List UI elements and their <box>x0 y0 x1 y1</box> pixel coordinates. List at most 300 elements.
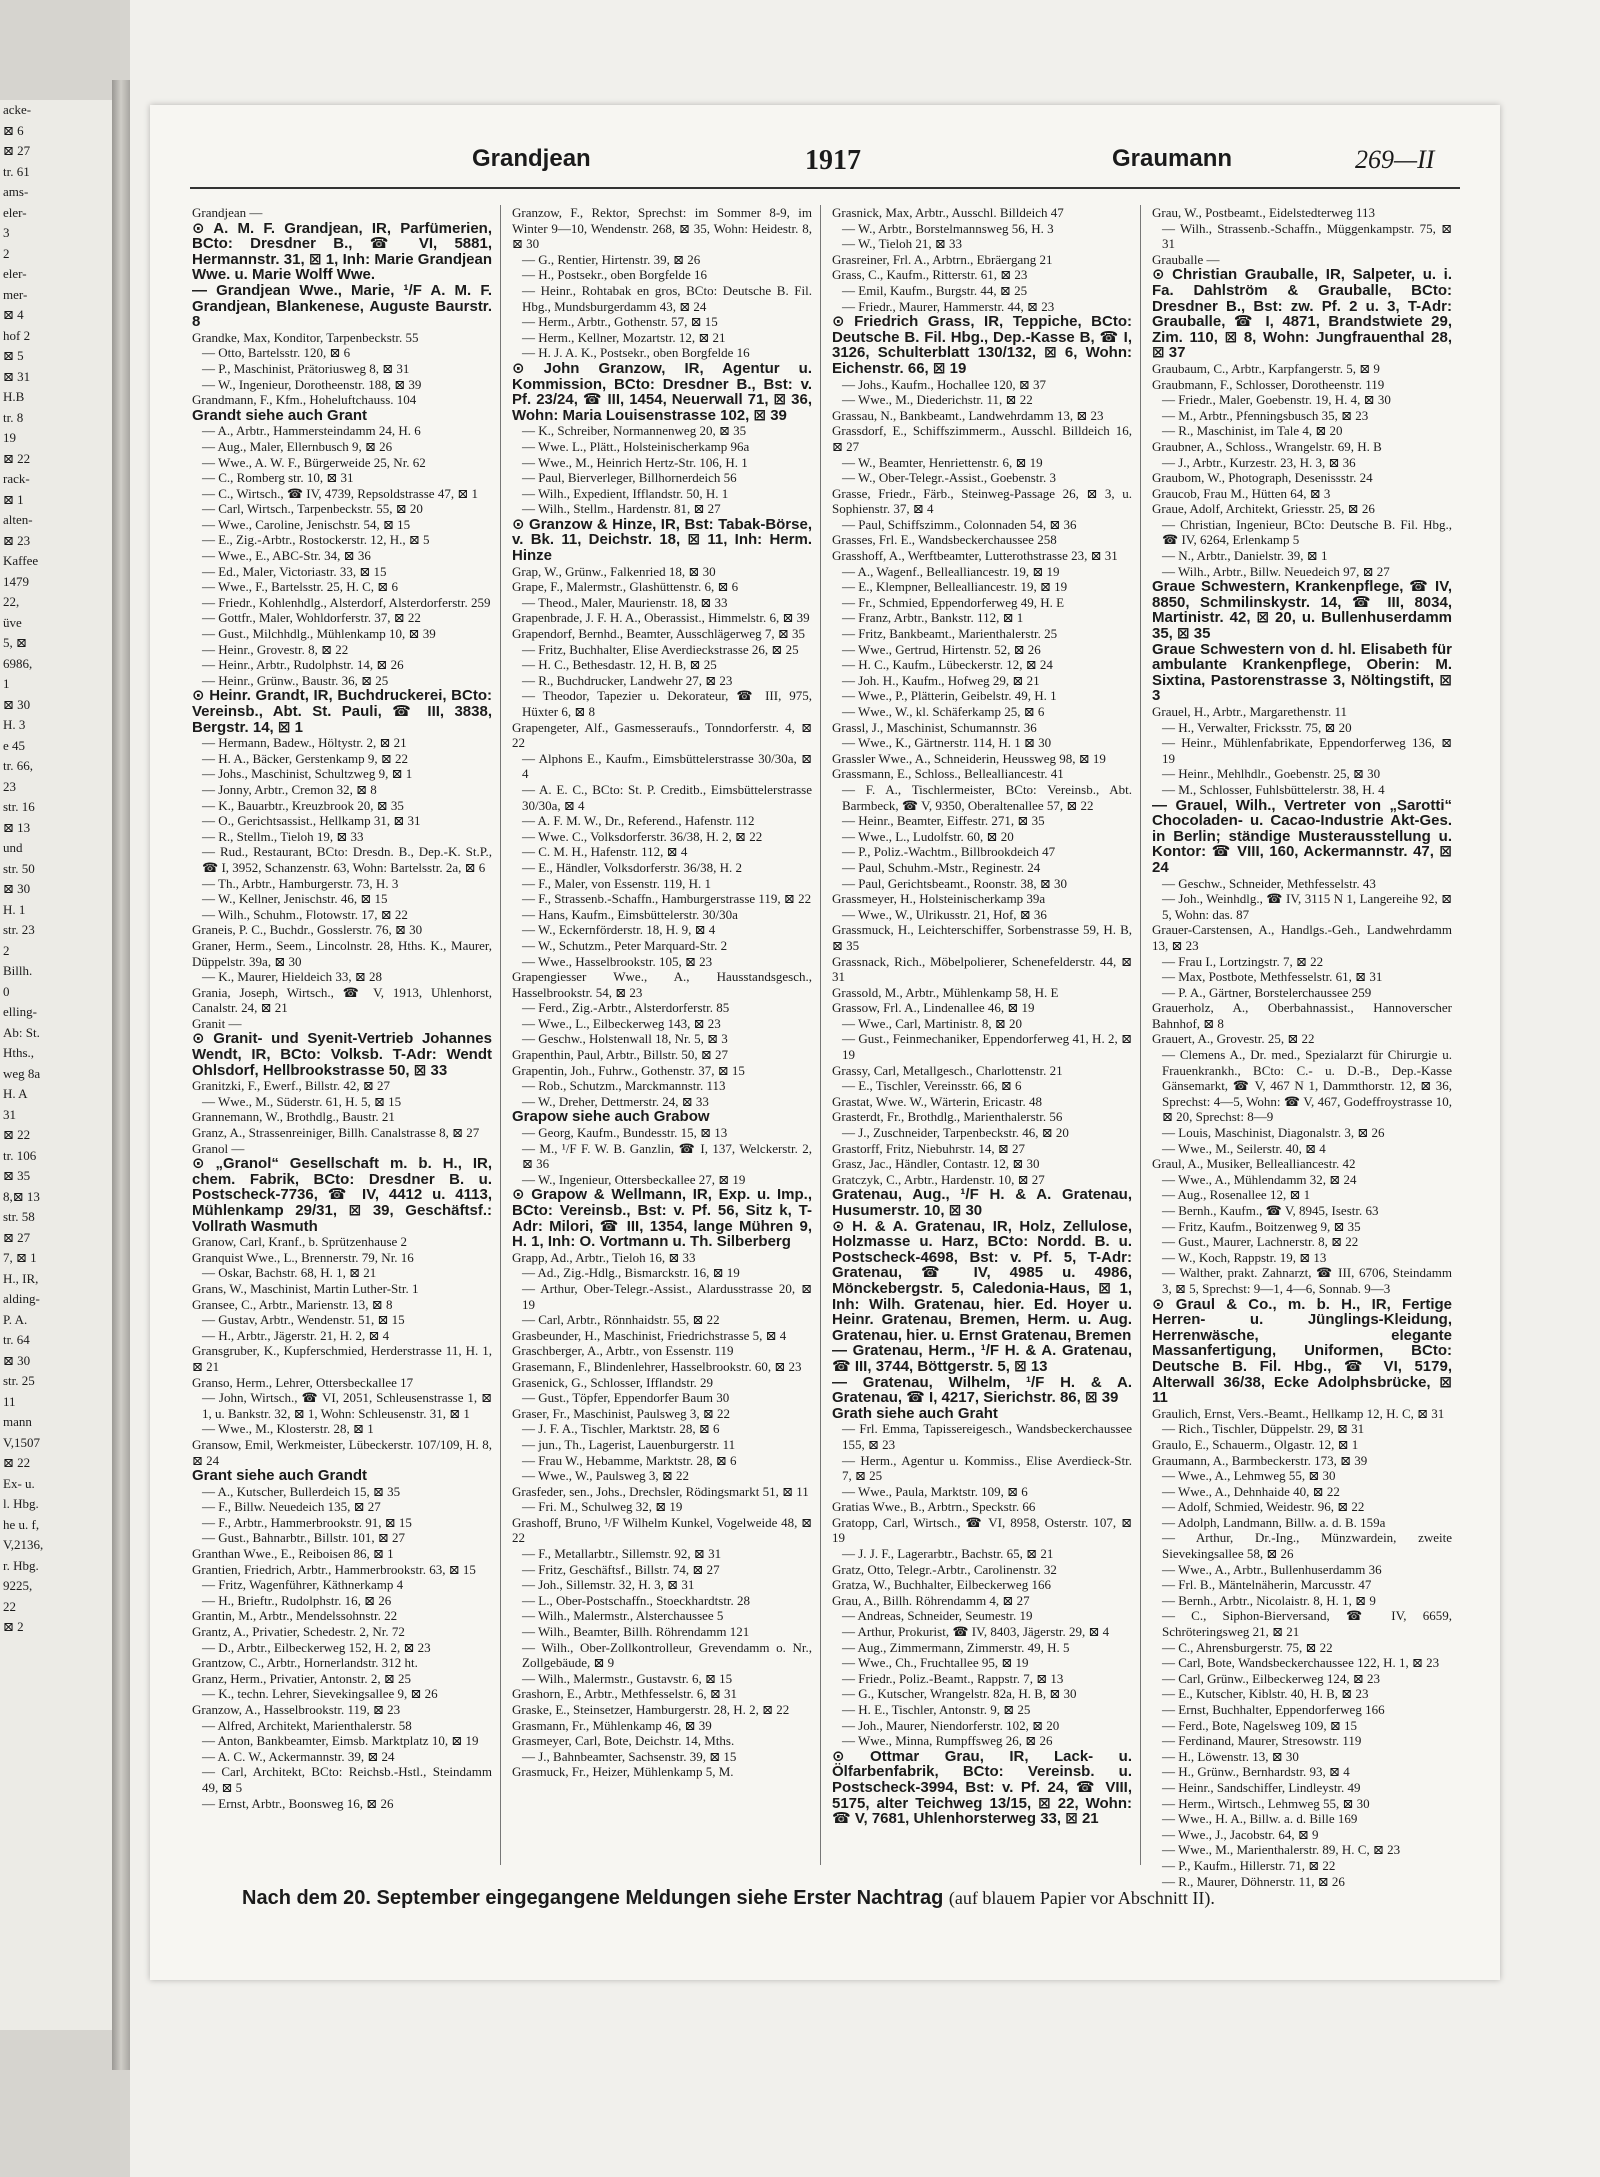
directory-entry: — W., Koch, Rappstr. 19, ⊠ 13 <box>1162 1249 1327 1265</box>
directory-entry: — K., Maurer, Hieldeich 33, ⊠ 28 <box>202 969 383 985</box>
directory-entry: — Gratenau, Wilhelm, ¹/F H. & A. Gratenau, ☎ I, 4217, Sierichstr. 86, ⊠ 39 <box>832 1373 1132 1407</box>
directory-entry: — E., Kutscher, Kiblstr. 40, H. B, ⊠ 23 <box>1162 1686 1369 1702</box>
directory-entry: — L., Ober-Postschaffn., Stoeckhardtstr. 28 <box>522 1592 751 1608</box>
directory-entry: — Herm., Wirtsch., Lehmweg 55, ⊠ 30 <box>1162 1795 1370 1811</box>
directory-entry: — R., Maschinist, im Tale 4, ⊠ 20 <box>1162 423 1343 439</box>
previous-page-fragment: Ex- u. <box>3 1475 35 1491</box>
column-divider <box>500 205 501 1865</box>
column-2 <box>512 205 812 1870</box>
directory-entry: — Gratenau, Herm., ¹/F H. & A. Gratenau, ☎ III, 3744, Böttgerstr. 5, ⊠ 13 <box>832 1342 1132 1375</box>
previous-page-fragment: eler- <box>3 204 27 220</box>
previous-page-fragment: ⊠ 23 <box>3 532 31 548</box>
book-spine <box>112 80 130 2070</box>
previous-page-fragment: ams- <box>3 184 29 199</box>
previous-page-fragment: 19 <box>3 430 16 445</box>
directory-entry: — Bernh., Arbtr., Nicolaistr. 8, H. 1, ⊠ 9 <box>1162 1592 1376 1608</box>
directory-entry: — Frl. B., Mäntelnäherin, Marcusstr. 47 <box>1162 1577 1372 1593</box>
directory-entry: — Wwe., A., Dehnhaide 40, ⊠ 22 <box>1162 1483 1340 1499</box>
previous-page-fragment: tr. 61 <box>3 163 30 179</box>
directory-entry: Gratz, Otto, Telegr.-Arbtr., Carolinenstr. 32 <box>832 1561 1057 1577</box>
directory-entry: — H. A., Bäcker, Gerstenkamp 9, ⊠ 22 <box>202 750 409 766</box>
directory-entry: — J., Bahnbeamter, Sachsenstr. 39, ⊠ 15 <box>522 1748 737 1764</box>
directory-entry: — Wilh., Beamter, Billh. Röhrendamm 121 <box>522 1624 750 1640</box>
directory-entry: Grassold, M., Arbtr., Mühlenkamp 58, H. E <box>832 984 1059 1000</box>
directory-entry: — Rob., Schutzm., Marckmannstr. 113 <box>522 1078 726 1094</box>
directory-entry: — Frau W., Hebamme, Marktstr. 28, ⊠ 6 <box>522 1452 737 1468</box>
directory-entry: — C., Ahrensburgerstr. 75, ⊠ 22 <box>1162 1639 1333 1655</box>
directory-entry: — J. J. F., Lagerarbtr., Bachstr. 65, ⊠ 21 <box>842 1546 1054 1562</box>
directory-entry: — A. F. M. W., Dr., Referend., Hafenstr. 112 <box>522 813 755 829</box>
previous-page-fragment: 1 <box>3 676 10 691</box>
directory-entry: — W., Eckernförderstr. 18, H. 9, ⊠ 4 <box>522 922 716 938</box>
directory-entry: — H. J. A. K., Postsekr., oben Borgfelde 16 <box>522 345 750 361</box>
directory-entry: — G., Kutscher, Wrangelstr. 82a, H. B, ⊠ 30 <box>842 1686 1077 1702</box>
previous-page-fragment: he u. f, <box>3 1516 40 1532</box>
directory-entry: Granit — <box>192 1015 242 1031</box>
directory-entry: — Wilh., Expedient, Ifflandstr. 50, H. 1 <box>522 485 729 501</box>
directory-entry: — Wwe., W., Ulrikusstr. 21, Hof, ⊠ 36 <box>842 906 1047 922</box>
directory-entry: — Grauel, Wilh., Vertreter von „Sarotti“ Chocoladen- u. Cacao-Industrie Akt-Ges. in Berlin; ständige Musterausstellung u. Kontor: ☎ VIII, 160, Ackermannstr. 47, ⊠ 24 <box>1152 796 1452 876</box>
page-number: 269—II <box>1355 145 1435 174</box>
directory-entry: Gransgruber, K., Kupferschmied, Herderstrasse 11, H. 1, ⊠ 21 <box>192 1343 492 1374</box>
directory-entry: Grasmuck, Fr., Heizer, Mühlenkamp 5, M. <box>512 1764 734 1780</box>
directory-entry: — Heinr., Grünw., Baustr. 36, ⊠ 25 <box>202 672 389 688</box>
directory-entry: — F., Maler, von Essenstr. 119, H. 1 <box>522 875 711 891</box>
directory-entry: Grassmuck, H., Leichterschiffer, Sorbenstrasse 59, H. B, ⊠ 35 <box>832 922 1132 953</box>
directory-entry: — Anton, Bankbeamter, Eimsb. Marktplatz 10, ⊠ 19 <box>202 1733 479 1749</box>
directory-entry: — Heinr., Sandschiffer, Lindleystr. 49 <box>1162 1779 1361 1795</box>
directory-entry: Grauer-Carstensen, A., Handlgs.-Geh., Landwehrdamm 13, ⊠ 23 <box>1152 922 1452 953</box>
directory-entry: Graschberger, A., Arbtr., von Essenstr. 119 <box>512 1343 734 1359</box>
directory-entry: — Grandjean Wwe., Marie, ¹/F A. M. F. Grandjean, Blankenese, Auguste Baurstr. 8 <box>192 281 492 331</box>
previous-page-fragment: V,1507 <box>3 1434 40 1450</box>
directory-entry: — W., Ober-Telegr.-Assist., Goebenstr. 3 <box>842 470 1057 486</box>
previous-page-fragment: ⊠ 30 <box>3 696 31 712</box>
directory-entry: — Georg, Kaufm., Bundesstr. 15, ⊠ 13 <box>522 1125 728 1141</box>
directory-entry: — Arthur, Dr.-Ing., Münzwardein, zweite Sievekingsallee 58, ⊠ 26 <box>1162 1530 1452 1562</box>
previous-page-fragment: str. 23 <box>3 922 35 937</box>
directory-entry: Grapentin, Joh., Fuhrw., Gothenstr. 37, ⊠ 15 <box>512 1062 745 1078</box>
directory-entry: Grans, W., Maschinist, Martin Luther-Str. 1 <box>192 1280 419 1296</box>
previous-page-fragment: 0 <box>3 983 10 999</box>
previous-page-fragment: Ab: St. <box>3 1024 40 1040</box>
directory-entry: Grapengiesser Wwe., A., Hausstandsgesch., Hasselbrookstr. 54, ⊠ 23 <box>512 969 812 1000</box>
directory-entry: — H., Brieftr., Rudolphstr. 16, ⊠ 26 <box>202 1592 392 1608</box>
directory-entry: Grasterdt, Fr., Brothdlg., Marienthalerstr. 56 <box>832 1109 1063 1125</box>
directory-entry: — Wwe., W., kl. Schäferkamp 25, ⊠ 6 <box>842 704 1045 719</box>
directory-entry: Graul, A., Musiker, Bellealliancestr. 42 <box>1152 1156 1356 1172</box>
directory-entry: — Wwe., Hasselbrookstr. 105, ⊠ 23 <box>522 953 713 969</box>
directory-entry: Grapenthin, Paul, Arbtr., Billstr. 50, ⊠ 27 <box>512 1047 728 1063</box>
directory-entry: — W., Arbtr., Borstelmannsweg 56, H. 3 <box>842 220 1054 236</box>
directory-entry: Graubmann, F., Schlosser, Dorotheenstr. 119 <box>1152 376 1385 392</box>
column-4 <box>1152 205 1452 1889</box>
previous-page-fragment: str. 16 <box>3 799 35 814</box>
previous-page-fragment: üve <box>3 614 22 630</box>
directory-entry: Grape, F., Malermstr., Glashüttenstr. 6, ⊠ 6 <box>512 579 739 595</box>
directory-entry: Granzow, A., Hasselbrookstr. 119, ⊠ 23 <box>192 1702 401 1717</box>
directory-entry: Granzow, F., Rektor, Sprechst: im Sommer 8-9, im Winter 9—10, Wendenstr. 268, ⊠ 35, Wohn: Heidestr. 8, ⊠ 30 <box>512 205 812 252</box>
directory-entry: Graneis, P. C., Buchdr., Gosslerstr. 76, ⊠ 30 <box>192 922 423 938</box>
directory-entry: — H., Postsekr., oben Borgfelde 16 <box>522 267 707 283</box>
previous-page-fragment: hof 2 <box>3 327 31 343</box>
directory-entry: Grastat, Wwe. W., Wärterin, Ericastr. 48 <box>832 1093 1042 1109</box>
directory-entry: — R., Maurer, Döhnerstr. 11, ⊠ 26 <box>1162 1873 1345 1889</box>
directory-entry: Grassmeyer, H., Holsteinischerkamp 39a <box>832 891 1046 907</box>
previous-page-fragment: ⊠ 22 <box>3 1127 31 1142</box>
directory-entry: — Carl, Wirtsch., Tarpenbeckstr. 55, ⊠ 20 <box>202 501 423 517</box>
directory-entry: — Wwe. L., Plätt., Holsteinischerkamp 96a <box>522 438 750 454</box>
directory-entry: — Joh. H., Kaufm., Hofweg 29, ⊠ 21 <box>842 672 1040 688</box>
directory-entry: ⊙ H. & A. Gratenau, IR, Holz, Zellulose, Holzmasse u. Harz, BCto: Nordd. B. u. Postscheck-4698, Bst: v. Pf. 5, T-Adr: Gratenau, ☎ IV, 4985 u. 4986, Mönckebergstr. 5, Caledonia-Haus, ⊠ 1, Inh: Wilh. Gratenau, hier. Ed. Hoyer u. Heinr. Gratenau, Bremen, Herm. u. Aug. Gratenau, hier. u. Ernst Gratenau, Bremen <box>832 1217 1132 1344</box>
previous-page-fragment: elling- <box>3 1004 37 1019</box>
column-3 <box>832 205 1132 1870</box>
directory-entry: Grauert, A., Grovestr. 25, ⊠ 22 <box>1152 1031 1315 1047</box>
directory-entry: Grauel, H., Arbtr., Margarethenstr. 11 <box>1152 704 1347 719</box>
column-divider <box>820 205 821 1865</box>
directory-entry: — H. C., Kaufm., Lübeckerstr. 12, ⊠ 24 <box>842 657 1053 673</box>
directory-entry: — D., Arbtr., Eilbeckerweg 152, H. 2, ⊠ 23 <box>202 1639 431 1655</box>
directory-entry: Grashorn, E., Arbtr., Methfesselstr. 6, ⊠ 31 <box>512 1686 738 1702</box>
directory-entry: — A. C. W., Ackermannstr. 39, ⊠ 24 <box>202 1748 395 1764</box>
directory-entry: — J., Zuschneider, Tarpenbeckstr. 46, ⊠ 20 <box>842 1125 1069 1141</box>
directory-entry: — Friedr., Maurer, Hammerstr. 44, ⊠ 23 <box>842 298 1055 314</box>
directory-entry: — W., Tieloh 21, ⊠ 33 <box>842 236 962 252</box>
directory-entry: Graulo, E., Schauerm., Olgastr. 12, ⊠ 1 <box>1152 1436 1359 1452</box>
directory-entry: Gratza, W., Buchhalter, Eilbeckerweg 166 <box>832 1577 1051 1593</box>
directory-entry: — Ernst, Buchhalter, Eppendorferweg 166 <box>1162 1702 1385 1717</box>
directory-entry: Grannemann, W., Brothdlg., Baustr. 21 <box>192 1109 395 1125</box>
previous-page-fragment: 11 <box>3 1393 16 1409</box>
directory-entry: ⊙ „Granol“ Gesellschaft m. b. H., IR, chem. Fabrik, BCto: Dresdner B. u. Postscheck-7736, ☎ IV, 4412 u. 4113, Mühlenkamp 29/31, ⊠ 39, Geschäftsf.: Vollrath Wasmuth <box>192 1155 492 1235</box>
previous-page-fragment: 22 <box>3 1598 16 1614</box>
directory-entry: — P., Poliz.-Wachtm., Billbrookdeich 47 <box>842 844 1056 860</box>
directory-entry: Grasses, Frl. E., Wandsbeckerchaussee 258 <box>832 532 1057 548</box>
directory-entry: — Friedr., Kohlenhdlg., Alsterdorf, Alsterdorferstr. 259 <box>202 594 491 610</box>
directory-entry: Gransee, C., Arbtr., Marienstr. 13, ⊠ 8 <box>192 1296 393 1312</box>
directory-entry: — Ferdinand, Maurer, Stresowstr. 119 <box>1162 1733 1362 1749</box>
directory-entry: Grapp, Ad., Arbtr., Tieloh 16, ⊠ 33 <box>512 1249 696 1265</box>
directory-entry: — E., Händler, Volksdorferstr. 36/38, H. 2 <box>522 859 742 875</box>
directory-entry: ⊙ Christian Grauballe, IR, Salpeter, u. i. Fa. Dahlström & Grauballe, BCto: Dresdner B., Bst: zw. Pf. 2 u. 3, T-Adr: Grauballe, ☎ I, 4871, Brandstwiete 29, Zim. 110, ⊠ 8, Wohn: Jungfrauenthal 28, ⊠ 37 <box>1152 266 1452 362</box>
directory-entry: — Theod., Maler, Maurienstr. 18, ⊠ 33 <box>522 594 728 610</box>
directory-entry: — Frl. Emma, Tapissereigesch., Wandsbeckerchaussee 155, ⊠ 23 <box>842 1421 1132 1452</box>
previous-page-fragment: ⊠ 30 <box>3 1352 31 1368</box>
previous-page-fragment: V,2136, <box>3 1537 44 1552</box>
directory-entry: — Wwe., Paula, Marktstr. 109, ⊠ 6 <box>842 1483 1028 1499</box>
directory-entry: — Wwe., M., Seilerstr. 40, ⊠ 4 <box>1162 1140 1326 1156</box>
directory-entry: — Christian, Ingenieur, BCto: Deutsche B. Fil. Hbg., ☎ IV, 6264, Erlenkamp 5 <box>1162 516 1452 548</box>
directory-entry: — F., Metallarbtr., Sillemstr. 92, ⊠ 31 <box>522 1546 722 1562</box>
directory-entry: — Paul, Schuhm.-Mstr., Reginestr. 24 <box>842 859 1041 875</box>
directory-entry: Grandmann, F., Kfm., Hoheluftchauss. 104 <box>192 392 417 408</box>
directory-entry: — Paul, Schiffszimm., Colonnaden 54, ⊠ 36 <box>842 516 1077 532</box>
directory-entry: — Herm., Agentur u. Kommiss., Elise Averdieck-Str. 7, ⊠ 25 <box>842 1452 1132 1484</box>
directory-entry: Granso, Herm., Lehrer, Ottersbeckallee 17 <box>192 1374 414 1390</box>
directory-entry: — W., Dreher, Dettmerstr. 24, ⊠ 33 <box>522 1093 709 1109</box>
directory-entry: Gratczyk, C., Arbtr., Hardenstr. 10, ⊠ 27 <box>832 1171 1045 1187</box>
previous-page-fragment: e 45 <box>3 737 26 753</box>
directory-entry: — Paul, Bierverleger, Billhornerdeich 56 <box>522 470 737 486</box>
directory-entry: Grasz, Jac., Händler, Contastr. 12, ⊠ 30 <box>832 1156 1040 1172</box>
directory-entry: — Wwe. C., Volksdorferstr. 36/38, H. 2, ⊠ 22 <box>522 828 763 844</box>
previous-page-fragment: tr. 106 <box>3 1147 37 1163</box>
directory-entry: — Wilh., Arbtr., Billw. Neuedeich 97, ⊠ 27 <box>1162 563 1390 579</box>
directory-entry: — Wwe., H. A., Billw. a. d. Bille 169 <box>1162 1811 1358 1827</box>
directory-entry: — Ferd., Bote, Nagelsweg 109, ⊠ 15 <box>1162 1717 1358 1733</box>
directory-entry: Grassdorf, E., Schiffszimmerm., Ausschl. Billdeich 16, ⊠ 27 <box>832 423 1132 454</box>
directory-entry: — Ad., Zig.-Hdlg., Bismarckstr. 16, ⊠ 19 <box>522 1265 740 1281</box>
directory-entry: — Paul, Gerichtsbeamt., Roonstr. 38, ⊠ 30 <box>842 875 1068 891</box>
directory-entry: — A., Wagenf., Bellealliancestr. 19, ⊠ 19 <box>842 563 1060 579</box>
directory-entry: Graue Schwestern von d. hl. Elisabeth für ambulante Krankenpflege, Oberin: M. Sixtina, Pastorenstrasse 3, Nöltingstift, ⊠ 3 <box>1152 640 1452 705</box>
directory-entry: — A. E. C., BCto: St. P. Creditb., Eimsbüttelerstrasse 30/30a, ⊠ 4 <box>522 781 812 813</box>
directory-entry: — Aug., Rosenallee 12, ⊠ 1 <box>1162 1187 1311 1203</box>
previous-page-fragment: und <box>3 840 23 855</box>
directory-entry: Granz, Herm., Privatier, Antonstr. 2, ⊠ 25 <box>192 1670 412 1686</box>
previous-page-fragment: P. A. <box>3 1311 28 1327</box>
directory-entry: — Wwe., P., Plätterin, Geibelstr. 49, H. 1 <box>842 688 1057 704</box>
directory-entry: — A., Arbtr., Hammersteindamm 24, H. 6 <box>202 423 421 439</box>
directory-entry: — J., Arbtr., Kurzestr. 23, H. 3, ⊠ 36 <box>1162 454 1356 470</box>
directory-entry: — Walther, prakt. Zahnarzt, ☎ III, 6706, Steindamm 3, ⊠ 5, Sprechst: 9—1, 4—6, Sonnab. 9—3 <box>1162 1265 1452 1296</box>
directory-entry: Graubner, A., Schloss., Wrangelstr. 69, H. B <box>1152 438 1382 454</box>
directory-entry: — Wwe., W., Paulsweg 3, ⊠ 22 <box>522 1468 690 1484</box>
previous-page-fragment: weg 8a <box>3 1065 41 1081</box>
directory-entry: — Bernh., Kaufm., ☎ V, 8945, Isestr. 63 <box>1162 1203 1379 1218</box>
directory-entry: — Gustav, Arbtr., Wendenstr. 51, ⊠ 15 <box>202 1312 405 1328</box>
directory-entry: — K., techn. Lehrer, Sievekingsallee 9, ⊠ 26 <box>202 1686 438 1702</box>
directory-entry: — W., Schutzm., Peter Marquard-Str. 2 <box>522 937 728 953</box>
directory-entry: — Wwe., A., Arbtr., Bullenhuserdamm 36 <box>1162 1561 1382 1577</box>
directory-entry: ⊙ John Granzow, IR, Agentur u. Kommission, BCto: Dresdner B., Bst: v. Pf. 23/24, ☎ III, 1454, Neuerwall 71, ⊠ 36, Wohn: Maria Louisenstrasse 102, ⊠ 39 <box>512 359 812 424</box>
previous-page-edge <box>0 100 112 2030</box>
directory-entry: — F., Strassenb.-Schaffn., Hamburgerstrasse 119, ⊠ 22 <box>522 891 812 907</box>
directory-entry: — Louis, Maschinist, Diagonalstr. 3, ⊠ 26 <box>1162 1125 1385 1141</box>
directory-entry: — Heinr., Beamter, Eiffestr. 271, ⊠ 35 <box>842 813 1045 829</box>
directory-entry: ⊙ Granzow & Hinze, IR, Bst: Tabak-Börse, v. Bk. 11, Deichstr. 18, ⊠ 11, Inh: Herm. Hinze <box>512 515 812 565</box>
previous-page-fragment: 2 <box>3 942 10 958</box>
directory-entry: — Gust., Töpfer, Eppendorfer Baum 30 <box>522 1390 730 1406</box>
running-head <box>150 145 1500 185</box>
directory-entry: — Franz, Arbtr., Bankstr. 112, ⊠ 1 <box>842 610 1024 626</box>
directory-entry: Grandjean — <box>192 205 263 220</box>
directory-entry: — J. F. A., Tischler, Marktstr. 28, ⊠ 6 <box>522 1421 720 1437</box>
previous-page-fragment: ⊠ 35 <box>3 1168 31 1183</box>
previous-page-fragment: ⊠ 30 <box>3 881 31 896</box>
directory-entry: — Johs., Kaufm., Hochallee 120, ⊠ 37 <box>842 376 1047 392</box>
directory-entry: — N., Arbtr., Danielstr. 39, ⊠ 1 <box>1162 548 1328 564</box>
directory-entry: — Hans, Kaufm., Eimsbüttelerstr. 30/30a <box>522 906 738 922</box>
directory-entry: — C., Romberg str. 10, ⊠ 31 <box>202 470 354 486</box>
directory-entry: Grasenick, G., Schlosser, Ifflandstr. 29 <box>512 1374 714 1390</box>
directory-entry: — Fritz, Bankbeamt., Marienthalerstr. 25 <box>842 626 1058 642</box>
directory-entry: — H., Löwenstr. 13, ⊠ 30 <box>1162 1748 1299 1764</box>
directory-entry: — Th., Arbtr., Hamburgerstr. 73, H. 3 <box>202 875 399 891</box>
directory-entry: — Arthur, Prokurist, ☎ IV, 8403, Jägerstr. 29, ⊠ 4 <box>842 1624 1110 1640</box>
directory-entry: — P. A., Gärtner, Borstelerchaussee 259 <box>1162 984 1372 1000</box>
directory-entry: — Oskar, Bachstr. 68, H. 1, ⊠ 21 <box>202 1265 377 1281</box>
directory-entry: Granow, Carl, Kranf., b. Sprützenhause 2 <box>192 1234 408 1250</box>
directory-entry: Graumann, A., Barmbeckerstr. 173, ⊠ 39 <box>1152 1452 1368 1468</box>
directory-entry: — Wwe., Carl, Martinistr. 8, ⊠ 20 <box>842 1015 1022 1031</box>
previous-page-fragment: 31 <box>3 1106 16 1122</box>
directory-entry: Grasshoff, A., Werftbeamter, Lutterothstrasse 23, ⊠ 31 <box>832 548 1118 564</box>
previous-page-fragment: 23 <box>3 778 16 794</box>
directory-entry: Grandke, Max, Konditor, Tarpenbeckstr. 55 <box>192 329 419 345</box>
head-first-entry: Grandjean <box>472 145 591 172</box>
directory-entry: — Wwe., A. W. F., Bürgerweide 25, Nr. 62 <box>202 454 426 470</box>
directory-entry: — R., Stellm., Tieloh 19, ⊠ 33 <box>202 828 364 844</box>
directory-entry: — jun., Th., Lagerist, Lauenburgerstr. 11 <box>522 1436 736 1452</box>
directory-entry: — Geschw., Holstenwall 18, Nr. 5, ⊠ 3 <box>522 1031 728 1047</box>
directory-entry: Graue Schwestern, Krankenpflege, ☎ IV, 8850, Schmilinskystr. 14, ☎ III, 8034, Martinistr. 42, ⊠ 20, u. Bullenhuserdamm 35, ⊠ 35 <box>1152 578 1452 643</box>
directory-entry: Graulich, Ernst, Vers.-Beamt., Hellkamp 12, H. C, ⊠ 31 <box>1152 1405 1445 1421</box>
directory-entry: — Wwe., M., Klosterstr. 28, ⊠ 1 <box>202 1421 374 1437</box>
previous-page-fragment: acke- <box>3 102 32 117</box>
directory-entry: — H. C., Bethesdastr. 12, H. B, ⊠ 25 <box>522 657 717 673</box>
previous-page-fragment: ⊠ 4 <box>3 307 24 322</box>
directory-entry: Gratopp, Carl, Wirtsch., ☎ VI, 8958, Osterstr. 107, ⊠ 19 <box>832 1514 1132 1546</box>
previous-page-fragment: H., IR, <box>3 1270 39 1286</box>
head-year: 1917 <box>805 145 861 176</box>
directory-entry: — K., Bauarbtr., Kreuzbrook 20, ⊠ 35 <box>202 797 404 813</box>
previous-page-fragment: 7, ⊠ 1 <box>3 1250 37 1265</box>
directory-entry: — E., Zig.-Arbtr., Rostockerstr. 12, H., ⊠ 5 <box>202 532 430 548</box>
previous-page-fragment: ⊠ 2 <box>3 1619 24 1634</box>
previous-page-fragment: l. Hbg. <box>3 1496 39 1511</box>
previous-page-fragment: mann <box>3 1414 32 1429</box>
directory-entry: — Carl, Architekt, BCto: Reichsb.-Hstl., Steindamm 49, ⊠ 5 <box>202 1764 492 1795</box>
directory-entry: — Clemens A., Dr. med., Spezialarzt für Chirurgie u. Frauenkrankh., BCto: C.- u. D.-B., Dep.-Kasse Gänsemarkt, ☎ V, 467 N 1, Dammthorstr. 12, ⊠ 36, Sprechst: 4—5, Wohn: ☎ V, 467, Godeffroystrasse 10, ⊠ 20, Sprechst: 8—9 <box>1162 1047 1452 1125</box>
previous-page-fragment: mer- <box>3 286 28 302</box>
directory-entry: Grauballe — <box>1152 251 1220 267</box>
directory-entry: Grantien, Friedrich, Arbtr., Hammerbrookstr. 63, ⊠ 15 <box>192 1561 476 1577</box>
directory-entry: — Gust., Maurer, Lachnerstr. 8, ⊠ 22 <box>1162 1234 1359 1250</box>
directory-entry: — M., Schlosser, Fuhlsbüttelerstr. 38, H. 4 <box>1162 781 1385 797</box>
directory-entry: Grau, A., Billh. Röhrendamm 4, ⊠ 27 <box>832 1592 1030 1608</box>
directory-entry: — H., Arbtr., Jägerstr. 21, H. 2, ⊠ 4 <box>202 1327 390 1343</box>
directory-entry: Gransow, Emil, Werkmeister, Lübeckerstr. 107/109, H. 8, ⊠ 24 <box>192 1436 492 1468</box>
previous-page-fragment: Kaffee <box>3 553 39 568</box>
directory-entry: — Andreas, Schneider, Seumestr. 19 <box>842 1608 1033 1624</box>
directory-entry: — Wwe., Caroline, Jenischstr. 54, ⊠ 15 <box>202 516 411 532</box>
directory-entry: Grau, W., Postbeamt., Eidelstedterweg 113 <box>1152 205 1376 220</box>
directory-entry: Grantin, M., Arbtr., Mendelssohnstr. 22 <box>192 1608 398 1624</box>
directory-entry: — Joh., Sillemstr. 32, H. 3, ⊠ 31 <box>522 1577 695 1593</box>
directory-entry: — Wwe., L., Ludolfstr. 60, ⊠ 20 <box>842 828 1014 844</box>
directory-entry: Granz, A., Strassenreiniger, Billh. Canalstrasse 8, ⊠ 27 <box>192 1125 480 1141</box>
directory-entry: — Fri. M., Schulweg 32, ⊠ 19 <box>522 1499 683 1515</box>
directory-entry: — Aug., Maler, Ellernbusch 9, ⊠ 26 <box>202 438 393 454</box>
directory-entry: — M., Arbtr., Pfenningsbusch 35, ⊠ 23 <box>1162 407 1369 423</box>
directory-entry: — Emil, Kaufm., Burgstr. 44, ⊠ 25 <box>842 282 1028 298</box>
directory-entry: Grasemann, F., Blindenlehrer, Hasselbrookstr. 60, ⊠ 23 <box>512 1358 802 1374</box>
directory-entry: Gratias Wwe., B., Arbtrn., Speckstr. 66 <box>832 1499 1036 1515</box>
directory-entry: — Wwe., M., Marienthalerstr. 89, H. C, ⊠ 23 <box>1162 1842 1401 1858</box>
directory-entry: — Wilh., Stellm., Hardenstr. 81, ⊠ 27 <box>522 501 721 517</box>
directory-entry: Graske, E., Steinsetzer, Hamburgerstr. 28, H. 2, ⊠ 22 <box>512 1702 790 1717</box>
directory-entry: — K., Schreiber, Normannenweg 20, ⊠ 35 <box>522 423 747 439</box>
directory-entry: — R., Buchdrucker, Landwehr 27, ⊠ 23 <box>522 672 733 688</box>
directory-entry: — Wilh., Malermstr., Alsterchaussee 5 <box>522 1608 724 1624</box>
directory-entry: Grath siehe auch Graht <box>832 1404 998 1422</box>
directory-entry: — Heinr., Mühlenfabrikate, Eppendorferweg 136, ⊠ 19 <box>1162 735 1452 766</box>
directory-entry: — Ed., Maler, Victoriastr. 33, ⊠ 15 <box>202 563 387 579</box>
directory-entry: — Wilh., Ober-Zollkontrolleur, Grevendamm o. Nr., Zollgebäude, ⊠ 9 <box>522 1639 812 1671</box>
directory-entry: — F., Arbtr., Hammerbrookstr. 91, ⊠ 15 <box>202 1514 412 1530</box>
directory-entry: — Hermann, Badew., Höltystr. 2, ⊠ 21 <box>202 735 407 751</box>
directory-entry: — Gust., Bahnarbtr., Billstr. 101, ⊠ 27 <box>202 1530 406 1546</box>
directory-entry: Grasse, Friedr., Färb., Steinweg-Passage 26, ⊠ 3, u. Sophienstr. 37, ⊠ 4 <box>832 485 1132 517</box>
previous-page-fragment: ⊠ 1 <box>3 491 24 507</box>
directory-entry: ⊙ Granit- und Syenit-Vertrieb Johannes Wendt, IR, BCto: Volksb. T-Adr: Wendt Ohlsdorf, Hellbrookstrasse 50, ⊠ 33 <box>192 1030 492 1079</box>
directory-entry: — F. A., Tischlermeister, BCto: Vereinsb., Abt. Barmbeck, ☎ V, 9350, Oberaltenallee 57, ⊠ 22 <box>842 781 1132 813</box>
directory-entry: — Adolph, Landmann, Billw. a. d. B. 159a <box>1162 1514 1386 1530</box>
directory-entry: — Wwe., M., Diederichstr. 11, ⊠ 22 <box>842 392 1033 408</box>
previous-page-fragment: tr. 64 <box>3 1332 30 1347</box>
directory-entry: — W., Beamter, Henriettenstr. 6, ⊠ 19 <box>842 454 1043 470</box>
directory-entry: — Alfred, Architekt, Marienthalerstr. 58 <box>202 1717 412 1733</box>
directory-entry: — E., Tischler, Vereinsstr. 66, ⊠ 6 <box>842 1078 1022 1094</box>
directory-entry: Grassau, N., Bankbeamt., Landwehrdamm 13, ⊠ 23 <box>832 407 1104 423</box>
footer-notice <box>242 1887 1442 1910</box>
directory-entry: Graue, Adolf, Architekt, Griesstr. 25, ⊠ 26 <box>1152 501 1375 517</box>
directory-entry: — F., Billw. Neuedeich 135, ⊠ 27 <box>202 1499 381 1515</box>
directory-entry: Graser, Fr., Maschinist, Paulsweg 3, ⊠ 22 <box>512 1405 730 1421</box>
directory-entry: — P., Kaufm., Hillerstr. 71, ⊠ 22 <box>1162 1857 1336 1873</box>
directory-entry: — Ernst, Arbtr., Boonsweg 16, ⊠ 26 <box>202 1795 394 1811</box>
directory-page <box>150 105 1500 1980</box>
previous-page-fragment: ⊠ 22 <box>3 1455 31 1470</box>
directory-entry: — Fritz, Wagenführer, Käthnerkamp 4 <box>202 1577 404 1593</box>
previous-page-fragment: 2 <box>3 245 10 261</box>
directory-entry: — Carl, Grünw., Eilbeckerweg 124, ⊠ 23 <box>1162 1670 1380 1686</box>
head-last-entry: Graumann <box>1112 145 1233 172</box>
directory-entry: — Otto, Bartelsstr. 120, ⊠ 6 <box>202 345 351 361</box>
directory-entry: — Heinr., Grovestr. 8, ⊠ 22 <box>202 641 349 657</box>
directory-entry: — E., Klempner, Bellealliancestr. 19, ⊠ 19 <box>842 579 1068 595</box>
directory-entry: — A., Kutscher, Bullerdeich 15, ⊠ 35 <box>202 1483 401 1499</box>
previous-page-fragment: alten- <box>3 512 33 527</box>
previous-page-fragment: str. 25 <box>3 1373 35 1388</box>
directory-entry: — Theodor, Tapezier u. Dekorateur, ☎ III, 975, Hüxter 6, ⊠ 8 <box>522 688 812 719</box>
directory-entry: Grasfeder, sen., Johs., Drechsler, Rödingsmarkt 51, ⊠ 11 <box>512 1483 809 1499</box>
directory-entry: Grassler Wwe., A., Schneiderin, Heussweg 98, ⊠ 19 <box>832 750 1106 766</box>
directory-entry: Grapengeter, Alf., Gasmesseraufs., Tonndorferstr. 4, ⊠ 22 <box>512 719 812 751</box>
directory-entry: — Wwe., J., Jacobstr. 64, ⊠ 9 <box>1162 1826 1319 1842</box>
previous-page-fragment: H. 1 <box>3 901 26 917</box>
previous-page-fragment: ⊠ 27 <box>3 1229 31 1245</box>
directory-entry: Grassy, Carl, Metallgesch., Charlottenstr. 21 <box>832 1062 1063 1078</box>
directory-entry: Grapenbrade, J. F. H. A., Oberassist., Himmelstr. 6, ⊠ 39 <box>512 610 810 626</box>
directory-entry: — Heinr., Rohtabak en gros, BCto: Deutsche B. Fil. Hbg., Mundsburgerdamm 43, ⊠ 24 <box>522 282 812 314</box>
previous-page-fragment: eler- <box>3 266 27 281</box>
directory-entry: — Gust., Feinmechaniker, Eppendorferweg 41, H. 2, ⊠ 19 <box>842 1031 1132 1063</box>
previous-page-fragment: 9225, <box>3 1578 33 1593</box>
previous-page-fragment: 1479 <box>3 573 29 589</box>
directory-entry: — Ferd., Zig.-Arbtr., Alsterdorferstr. 85 <box>522 1000 730 1016</box>
previous-page-fragment: ⊠ 6 <box>3 122 24 138</box>
directory-entry: — Adolf, Schmied, Weidestr. 96, ⊠ 22 <box>1162 1499 1365 1515</box>
directory-entry: — Wwe., Minna, Rumpffsweg 26, ⊠ 26 <box>842 1733 1053 1749</box>
directory-entry: — H. E., Tischler, Antonstr. 9, ⊠ 25 <box>842 1702 1031 1717</box>
directory-entry: Granquist Wwe., L., Brennerstr. 79, Nr. 16 <box>192 1249 414 1265</box>
directory-entry: Grasnick, Max, Arbtr., Ausschl. Billdeich 47 <box>832 205 1064 220</box>
previous-page-fragment: rack- <box>3 471 30 486</box>
previous-page-fragment: alding- <box>3 1291 40 1306</box>
previous-page-fragment: 22, <box>3 594 20 609</box>
